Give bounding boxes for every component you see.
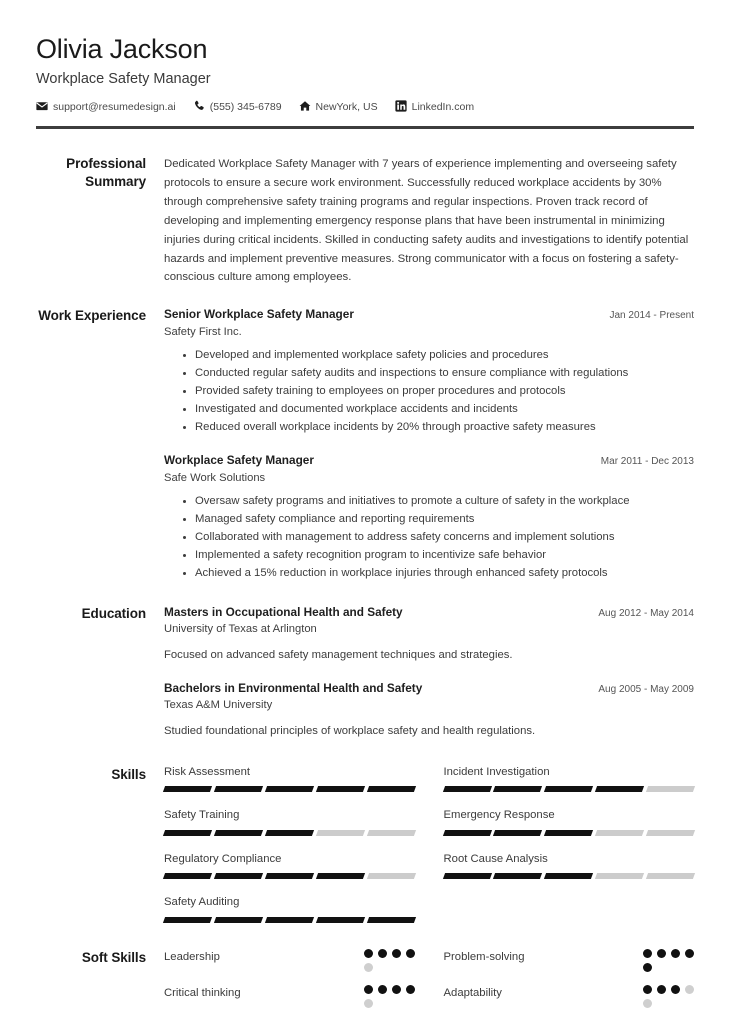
skill-item (164, 896, 415, 923)
soft-skill-rating-dot (685, 949, 694, 958)
contact-email-text: support@resumedesign.ai (53, 100, 176, 113)
skill-rating-segment (595, 830, 644, 836)
experience-bullet: Collaborated with management to address safety concerns and implement solutions (183, 529, 694, 546)
experience-bullet: Achieved a 15% reduction in workplace injuries through enhanced safety protocols (183, 565, 694, 582)
education-date: Aug 2005 - May 2009 (598, 683, 694, 695)
skill-rating-bar (164, 830, 415, 836)
experience-organization: Safe Work Solutions (164, 471, 266, 484)
skill-rating-segment (493, 873, 542, 879)
section-label-summary: Professional Summary (66, 156, 146, 190)
contact-location (299, 100, 378, 112)
soft-skill-rating-dot (671, 985, 680, 994)
experience-bullet: Investigated and documented workplace accidents and incidents (183, 401, 694, 418)
education-entry (164, 605, 694, 664)
contact-email[interactable] (36, 100, 176, 112)
skill-rating-bar (164, 917, 415, 923)
skills-body (164, 766, 694, 940)
skills-grid (164, 766, 694, 940)
soft-skill-name: Critical thinking (164, 986, 241, 999)
skill-rating-segment (265, 873, 314, 879)
soft-skill-rating-dots (364, 985, 415, 1008)
skill-rating-segment (265, 786, 314, 792)
experience-date: Jan 2014 - Present (609, 310, 694, 322)
skill-rating-segment (544, 873, 593, 879)
education-description: Studied foundational principles of workplace safety and health regulations. (164, 724, 536, 737)
skill-name: Safety Auditing (164, 896, 240, 909)
phone-icon (193, 100, 205, 112)
candidate-name: Olivia Jackson (36, 34, 208, 64)
soft-skill-rating-dots (643, 949, 694, 972)
skill-rating-segment (367, 830, 416, 836)
soft-skill-item (164, 949, 415, 972)
skill-rating-segment (214, 917, 263, 923)
skill-item (444, 809, 695, 836)
soft-skill-rating-dot (643, 999, 652, 1008)
soft-skill-rating-dot (378, 949, 387, 958)
soft-skill-rating-dots (364, 949, 415, 972)
section-education (0, 605, 730, 740)
soft-skill-rating-dot (364, 949, 373, 958)
skill-rating-segment (265, 830, 314, 836)
contact-linkedin[interactable] (395, 100, 474, 112)
skill-rating-bar (444, 830, 695, 836)
header-divider (36, 126, 694, 129)
skill-item (164, 809, 415, 836)
soft-skill-rating-dot (643, 949, 652, 958)
skill-rating-segment (265, 917, 314, 923)
experience-entry-head (164, 307, 694, 323)
section-label-experience: Work Experience (38, 308, 146, 324)
skill-name: Incident Investigation (443, 765, 550, 778)
education-description: Focused on advanced safety management techniques and strategies. (164, 648, 513, 661)
soft-skill-rating-dot (657, 949, 666, 958)
soft-skill-rating-dot (657, 985, 666, 994)
experience-bullet: Managed safety compliance and reporting requirements (183, 511, 694, 528)
skill-rating-segment (163, 830, 212, 836)
section-skills (0, 766, 730, 940)
section-soft-skills (0, 949, 730, 1021)
soft-skill-name: Adaptability (443, 986, 502, 999)
skill-item (444, 766, 695, 793)
soft-skill-item (164, 985, 415, 1008)
skill-rating-bar (164, 873, 415, 879)
candidate-job-title: Workplace Safety Manager (36, 71, 211, 88)
skill-rating-segment (316, 873, 365, 879)
contact-linkedin-text: LinkedIn.com (411, 100, 475, 113)
experience-bullet: Implemented a safety recognition program to incentivize safe behavior (183, 547, 694, 564)
section-professional-summary (0, 155, 730, 287)
home-icon (299, 100, 311, 112)
education-degree: Masters in Occupational Health and Safety (164, 604, 403, 619)
skill-rating-bar (444, 786, 695, 792)
skill-rating-segment (367, 873, 416, 879)
skill-rating-segment (493, 830, 542, 836)
skill-rating-segment (367, 917, 416, 923)
soft-skill-rating-dot (364, 963, 373, 972)
education-school: University of Texas at Arlington (164, 623, 317, 636)
skill-rating-segment (646, 873, 695, 879)
soft-skill-rating-dot (364, 999, 373, 1008)
soft-skill-item (444, 985, 695, 1008)
skill-rating-segment (367, 786, 416, 792)
skill-rating-segment (163, 917, 212, 923)
summary-body (164, 155, 694, 287)
education-date: Aug 2012 - May 2014 (598, 607, 694, 619)
skill-rating-segment (544, 786, 593, 792)
skill-rating-segment (316, 917, 365, 923)
soft-skill-rating-dot (643, 985, 652, 994)
experience-bullet: Reduced overall workplace incidents by 20% through proactive safety measures (183, 419, 694, 436)
soft-skill-rating-dots (643, 985, 694, 1008)
skill-rating-segment (493, 786, 542, 792)
soft-skill-rating-dot (392, 985, 401, 994)
skill-rating-segment (595, 873, 644, 879)
contact-location-text: NewYork, US (315, 100, 378, 113)
skill-rating-segment (163, 786, 212, 792)
skill-rating-segment (442, 873, 491, 879)
skill-rating-segment (316, 786, 365, 792)
section-label-education: Education (81, 605, 146, 621)
education-body (164, 605, 694, 740)
skill-name: Emergency Response (443, 809, 555, 822)
section-label-soft-skills: Soft Skills (81, 949, 146, 965)
experience-bullet: Developed and implemented workplace safety policies and procedures (183, 347, 694, 364)
experience-entry (164, 307, 694, 436)
linkedin-icon (395, 100, 407, 112)
contact-phone-text: (555) 345-6789 (209, 100, 282, 113)
experience-role: Workplace Safety Manager (164, 452, 314, 467)
skill-rating-segment (595, 786, 644, 792)
skill-item (444, 853, 695, 880)
skill-rating-segment (214, 873, 263, 879)
skill-rating-segment (163, 873, 212, 879)
section-label-skills: Skills (111, 766, 146, 782)
skill-rating-bar (164, 786, 415, 792)
experience-bullet-list (164, 347, 694, 436)
experience-date: Mar 2011 - Dec 2013 (600, 455, 694, 467)
soft-skill-rating-dot (392, 949, 401, 958)
education-entry-head (164, 605, 694, 621)
soft-skill-name: Problem-solving (443, 950, 525, 963)
skill-rating-segment (214, 830, 263, 836)
skill-rating-segment (442, 830, 491, 836)
skill-rating-segment (544, 830, 593, 836)
experience-bullet: Oversaw safety programs and initiatives to promote a culture of safety in the workplace (183, 493, 694, 510)
experience-organization: Safety First Inc. (164, 326, 242, 339)
envelope-icon (36, 100, 48, 112)
experience-role: Senior Workplace Safety Manager (164, 307, 354, 322)
soft-skill-item (444, 949, 695, 972)
skill-item (164, 766, 415, 793)
soft-skill-rating-dot (406, 985, 415, 994)
experience-entry-head (164, 453, 694, 469)
experience-bullet-list (164, 493, 694, 582)
soft-skill-rating-dot (643, 963, 652, 972)
soft-skills-body (164, 949, 694, 1021)
contact-phone[interactable] (193, 100, 282, 112)
skill-name: Root Cause Analysis (443, 852, 548, 865)
experience-bullet: Conducted regular safety audits and inspections to ensure compliance with regulations (183, 365, 694, 382)
soft-skill-rating-dot (378, 985, 387, 994)
skill-rating-segment (214, 786, 263, 792)
skill-name: Risk Assessment (164, 765, 251, 778)
experience-bullet: Provided safety training to employees on proper procedures and protocols (183, 383, 694, 400)
soft-skill-rating-dot (406, 949, 415, 958)
soft-skill-rating-dot (685, 985, 694, 994)
resume-header (0, 0, 730, 112)
skill-rating-bar (444, 873, 695, 879)
education-degree: Bachelors in Environmental Health and Safety (164, 680, 423, 695)
skill-rating-segment (646, 786, 695, 792)
skill-item (164, 853, 415, 880)
soft-skill-rating-dot (671, 949, 680, 958)
section-work-experience (0, 307, 730, 582)
education-entry-head (164, 681, 694, 697)
contact-row (36, 100, 694, 112)
skill-rating-segment (442, 786, 491, 792)
soft-skill-name: Leadership (164, 950, 220, 963)
skill-rating-segment (316, 830, 365, 836)
experience-body (164, 307, 694, 582)
soft-skills-grid (164, 949, 694, 1021)
summary-text: Dedicated Workplace Safety Manager with 7 years of experience implementing and overseeing safety protocols to ensure a secure work environment. Successfully reduced workplace accidents by 30% through comprehensive safety training programs and regular inspections. Proven track record of developing and implementing emergency response plans that have been instrumental in minimizing injuries during critical incidents. Skilled in conducting safety audits and investigations to identify potential hazards and implement preventive measures. Strong communicator with a focus on fostering a safety-conscious culture among employees. (164, 158, 689, 284)
education-entry (164, 681, 694, 740)
soft-skill-rating-dot (364, 985, 373, 994)
skill-name: Regulatory Compliance (164, 852, 282, 865)
experience-entry (164, 453, 694, 582)
education-school: Texas A&M University (164, 699, 273, 712)
skill-name: Safety Training (164, 809, 240, 822)
skill-rating-segment (646, 830, 695, 836)
